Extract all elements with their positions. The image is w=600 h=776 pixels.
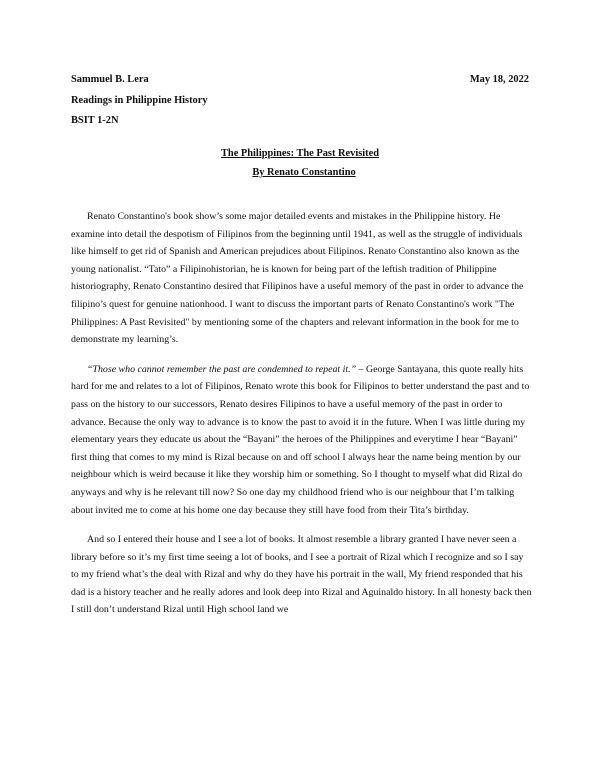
course-name: Readings in Philippine History bbox=[71, 94, 208, 106]
author-name: Sammuel B. Lera bbox=[71, 74, 149, 85]
paragraph-1: Renato Constantino's book show’s some major detailed events and mistakes in the Philippine history. He examine into detail the despotism of Filipinos from the beginning until 1941, as well as the struggle of individuals like himself to get rid of Spanish and American prejudices about Filipinos. Renato Constantino also known as the young nationalist. “Tato” a Filipinohistorian, he is known for being part of the leftish tradition of Philippine historiography, Renato Constantino desired that Filipinos have a useful memory of the past in order to advance the filipino’s quest for genuine nationhood. I want to discuss the important parts of Renato Constantino's work "The Philippines: A Past Revisited" by mentioning some of the chapters and relevant information in the book for me to demonstrate my learning’s. bbox=[71, 211, 524, 346]
book-byline: By Renato Constantino bbox=[252, 167, 356, 178]
essay-body bbox=[71, 208, 533, 631]
book-title: The Philippines: The Past Revisited bbox=[221, 148, 379, 159]
document-date: May 18, 2022 bbox=[469, 74, 529, 85]
paragraph-2 bbox=[71, 361, 533, 519]
document-header bbox=[71, 70, 529, 132]
paragraph-3: And so I entered their house and I see a lot of books. It almost resemble a library granted I have never seen a library before so it’s my first time seeing a lot of books, and I see a portrait of Rizal which I recognize and so I say to my friend what’s the deal with Rizal and why do they have his portrait in the wall, My friend responded that his dad is a history teacher and he really adores and look deep into Rizal and Aguinaldo history. In all honesty back then I still don’t understand Rizal until High school land we bbox=[71, 534, 532, 616]
header-row-author-date bbox=[71, 70, 529, 91]
class-section: BSIT 1-2N bbox=[71, 115, 119, 126]
paragraph-2-text: – George Santayana, this quote really hits hard for me and relates to a lot of Filipinos, Renato wrote this book for Filipinos to better understand the past and to pass on the history to our successors, Renato desires Filipinos to have a useful memory of the past in order to advance. Because the only way to advance is to know the past to avoid it in the future. When I was little during my elementary years they educate us about the “Bayani” the heroes of the Philippines and everytime I hear “Bayani” first thing that comes to my mind is Rizal because on and off school I always hear the name being mention by our neighbour which is weird because it like they worship him or something. So I thought to myself what did Rizal do anyways and why is he relevant till now? So one day my childhood friend who is our neighbour that I’m talking about invited me to come at his home one day because they still have food from their Tita’s birthday. bbox=[71, 363, 530, 516]
santayana-quote: “Those who cannot remember the past are condemned to repeat it.” bbox=[87, 363, 357, 375]
title-block bbox=[71, 144, 529, 182]
